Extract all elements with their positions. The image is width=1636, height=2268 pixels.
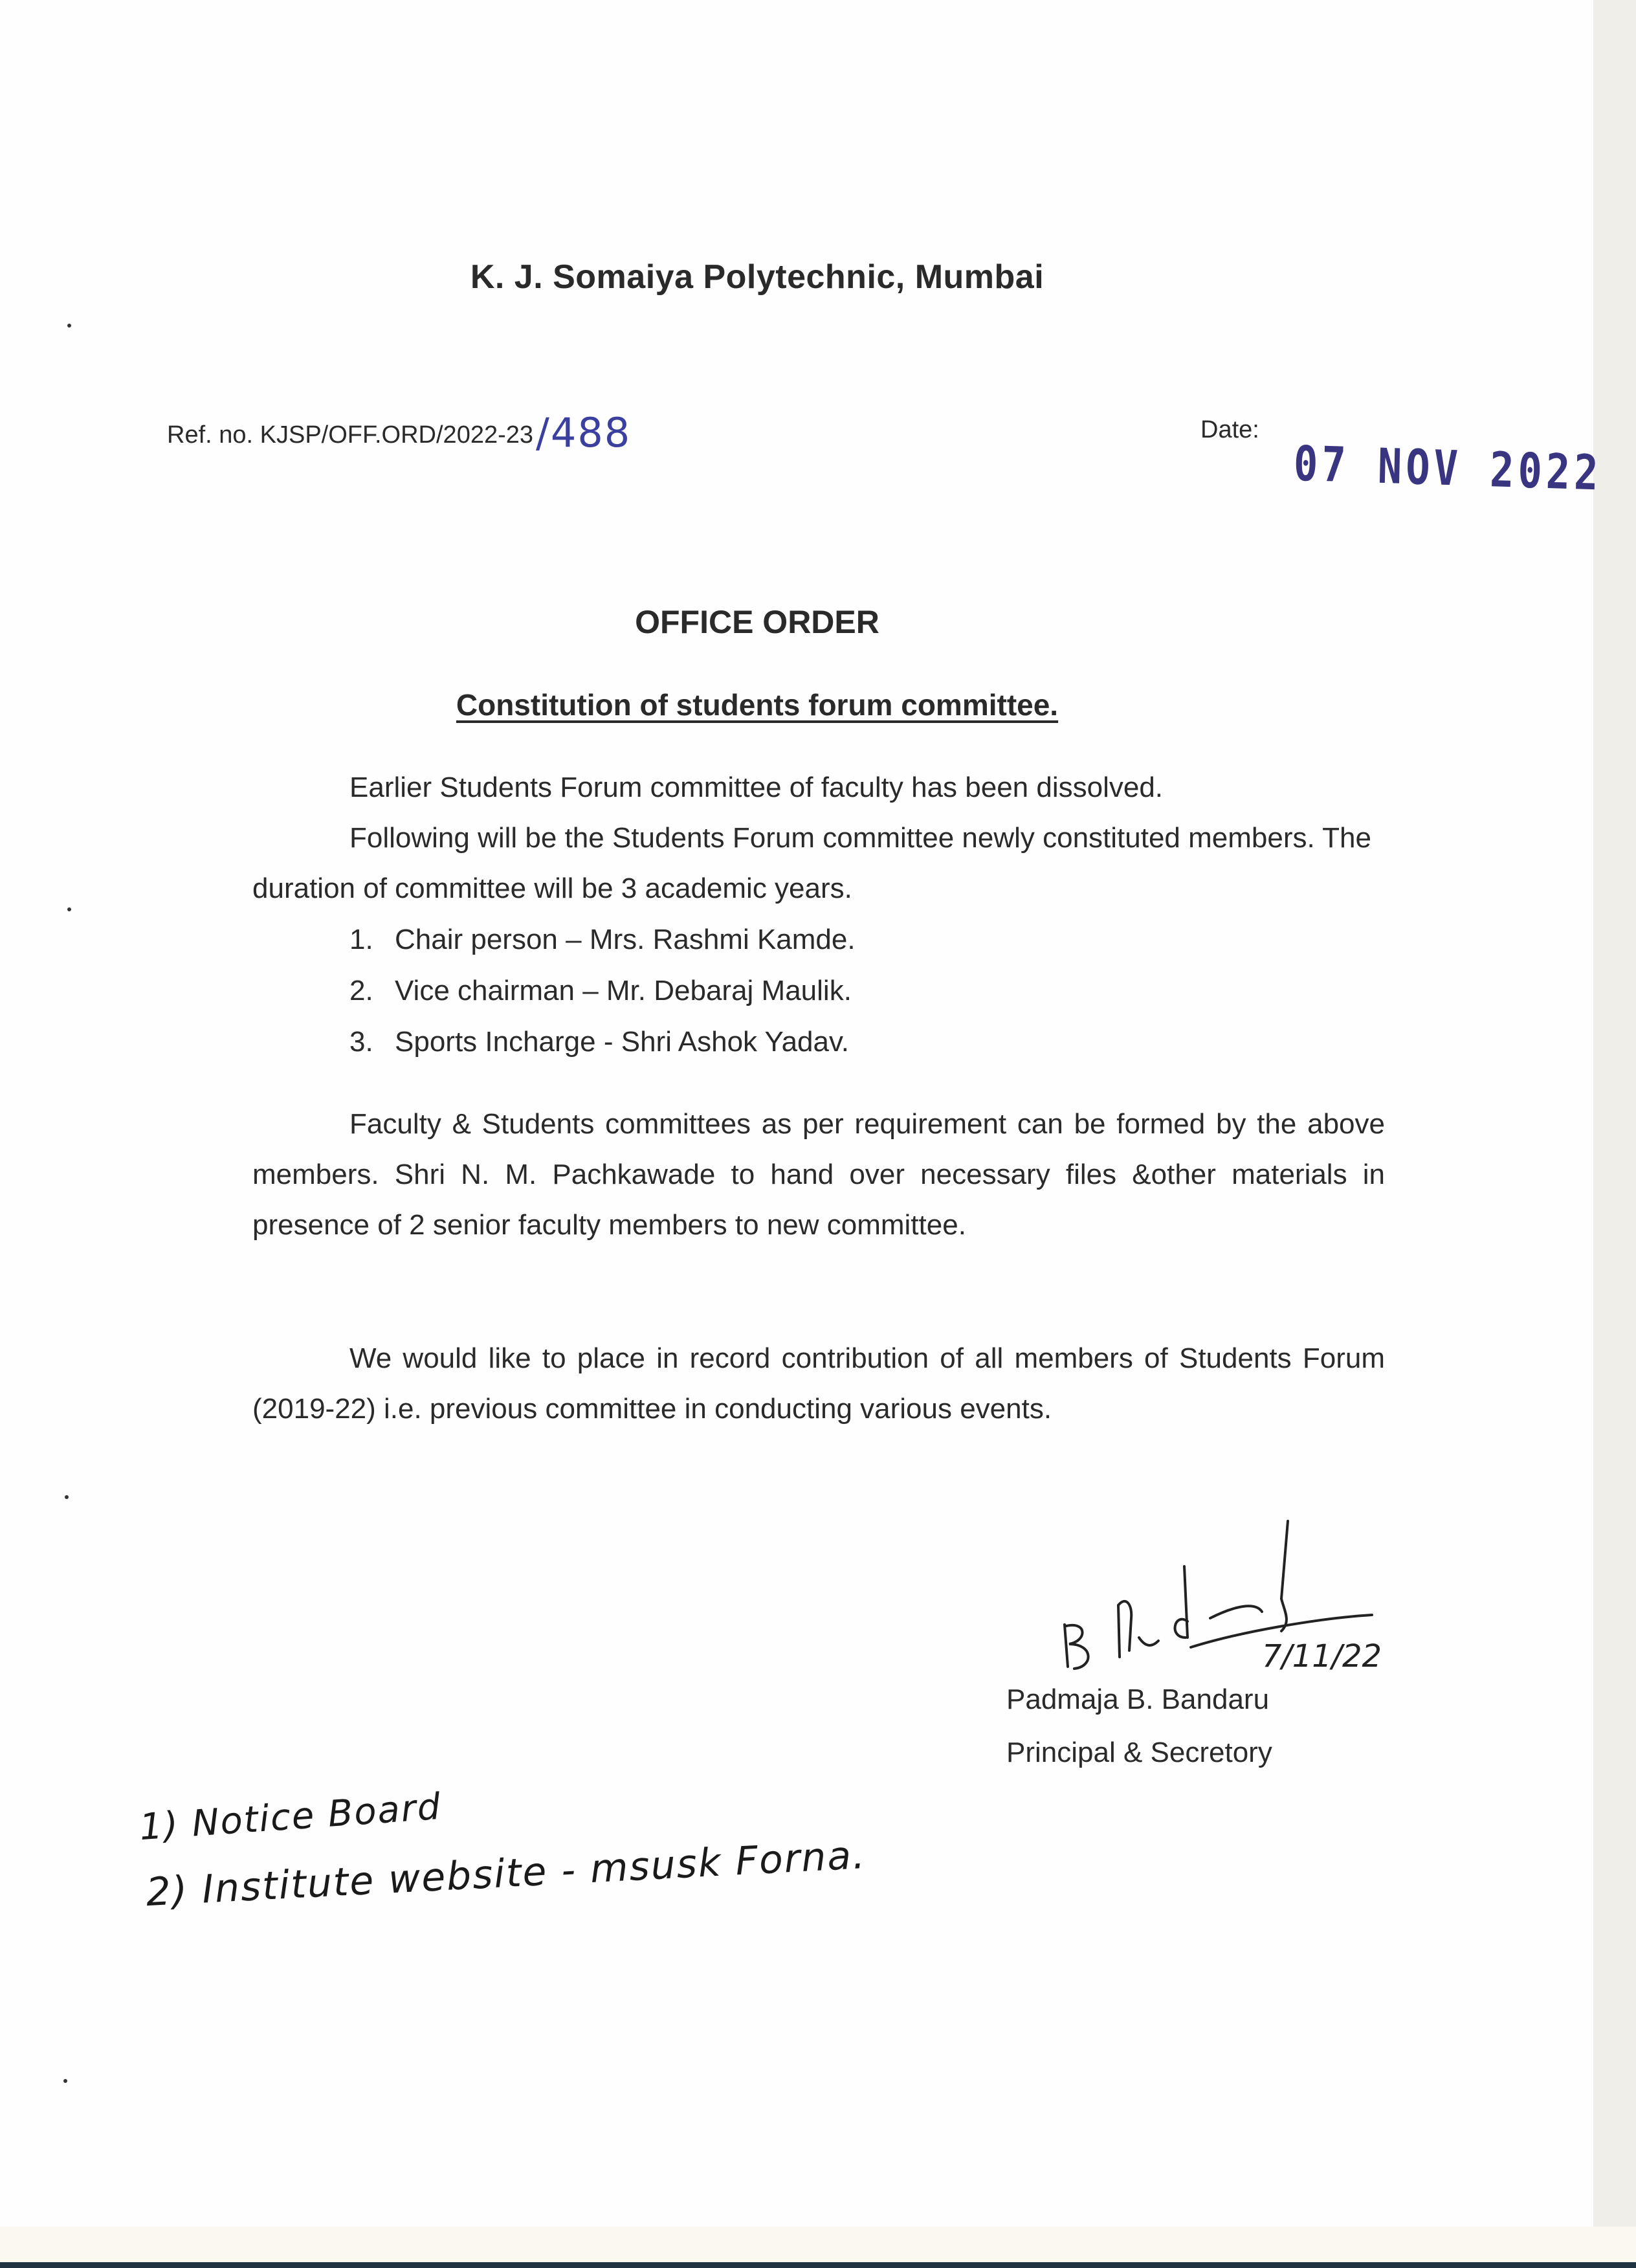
list-item: 1. Chair person – Mrs. Rashmi Kamde. [349, 924, 856, 955]
institution-name: K. J. Somaiya Polytechnic, Mumbai [470, 258, 1045, 296]
reference-number [167, 409, 631, 456]
signature-date: 7/11/22 [1262, 1638, 1382, 1674]
scan-speck [63, 2079, 67, 2083]
scan-edge-bottom [0, 2227, 1636, 2262]
members-list [349, 914, 856, 1067]
scanner-border [0, 2262, 1636, 2268]
paragraph-1 [252, 762, 1385, 914]
signature-stroke-d [1175, 1566, 1188, 1638]
reference-label: Ref. no. KJSP/OFF.ORD/2022-23 [167, 421, 534, 449]
paragraph-3: We would like to place in record contribution of all members of Students Forum (2019-22) i.e. previous committee in conducting various events. [252, 1342, 1385, 1425]
signatory-name: Padmaja B. Bandaru [1006, 1684, 1270, 1715]
date-label: Date: [1200, 416, 1259, 443]
scan-speck [67, 907, 71, 911]
scan-speck [65, 1495, 69, 1499]
subject-line [0, 687, 1514, 722]
scan-edge-right [1593, 0, 1636, 2262]
signature-stroke-a [1118, 1601, 1158, 1657]
signature-flourish [1191, 1521, 1372, 1647]
handwritten-note-2: 2) Institute website - msusk Forna. [144, 1832, 867, 1916]
date-stamp: 07 NOV 2022 [1293, 435, 1603, 502]
member-vice-chairman: Vice chairman – Mr. Debaraj Maulik. [395, 975, 852, 1006]
list-item: 3. Sports Incharge - Shri Ashok Yadav. [349, 1026, 849, 1058]
paragraph-2: Faculty & Students committees as per requirement can be formed by the above members. Shri N. M. Pachkawade to hand over necessary files &other materials in presence of 2 senior faculty members to new committee. [252, 1108, 1385, 1241]
subject-text: Constitution of students forum committee. [456, 688, 1059, 722]
handwritten-note-1: 1) Notice Board [138, 1785, 443, 1849]
document-title: OFFICE ORDER [635, 604, 879, 640]
member-sports-incharge: Sports Incharge - Shri Ashok Yadav. [395, 1026, 849, 1058]
signatory-block [1006, 1673, 1272, 1779]
handwritten-reference-number: /488 [536, 409, 632, 456]
signatory-designation: Principal & Secretory [1006, 1737, 1272, 1768]
list-item: 2. Vice chairman – Mr. Debaraj Maulik. [349, 975, 852, 1006]
paragraph-1-line-1: Earlier Students Forum committee of faculty has been dissolved. [349, 772, 1164, 803]
signature-mark [1048, 1508, 1411, 1689]
paragraph-1-line-2: Following will be the Students Forum committee newly constituted members. The duration of committee will be 3 academic years. [252, 822, 1371, 904]
signature-stroke-b [1065, 1625, 1089, 1669]
scan-speck [67, 324, 71, 328]
member-chair-person: Chair person – Mrs. Rashmi Kamde. [395, 924, 856, 955]
